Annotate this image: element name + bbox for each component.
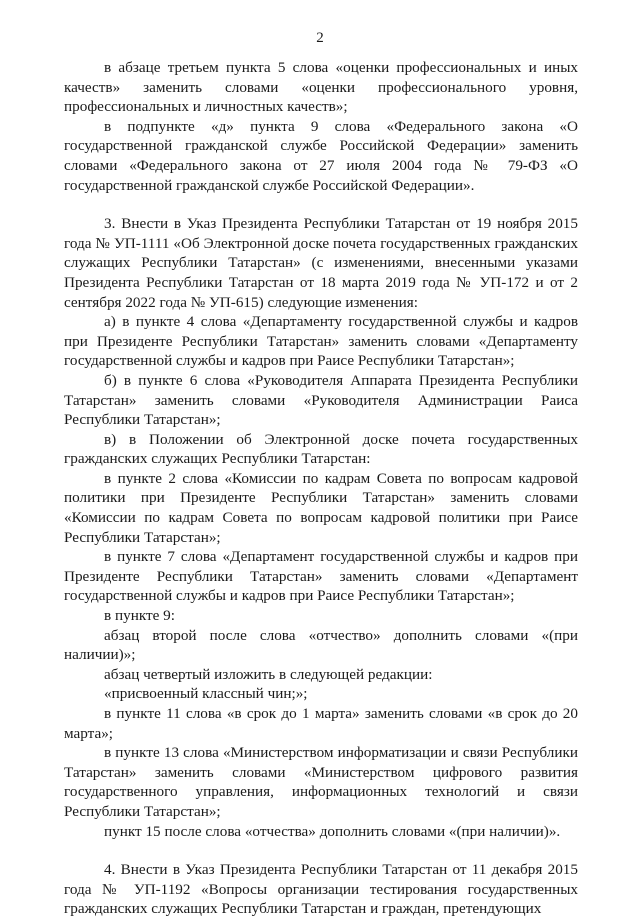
paragraph-1: в абзаце третьем пункта 5 слова «оценки профессиональных и иных качеств» заменить словами «оценки профессионального уровня, профессиональных и личностных качеств»; (64, 59, 578, 116)
paragraph-12: «присвоенный классный чин;»; (104, 685, 308, 703)
paragraph-3: 3. Внести в Указ Президента Республики Татарстан от 19 ноября 2015 года № УП-1111 «Об Электронной доске почета государственных гражданских служащих Республики Татарстан» (с изменениями, внесенными указами Президента Республики Татарстан от 18 марта 2019 года № УП-172 и от 2 сентября 2022 года № УП-615) следующие изменения: (64, 215, 578, 311)
paragraph-16: 4. Внести в Указ Президента Республики Татарстан от 11 декабря 2015 года № УП-1192 «Вопросы организации тестирования государственных гражданских служащих Республики Татарстан и граждан, претендующих (64, 861, 578, 918)
paragraph-8: в пункте 7 слова «Департамент государственной службы и кадров при Президенте Республики Татарстан» заменить словами «Департамент государственной службы и кадров при Раисе Республики Татарстан»; (64, 548, 578, 605)
paragraph-gap (64, 841, 578, 860)
paragraph-14: в пункте 13 слова «Министерством информатизации и связи Республики Татарстан» заменить словами «Министерством цифрового развития государственного управления, информационных технологий и связи Республики Татарстан»; (64, 744, 578, 820)
paragraph-11: абзац четвертый изложить в следующей редакции: (104, 665, 433, 683)
paragraph-5: б) в пункте 6 слова «Руководителя Аппарата Президента Республики Татарстан» заменить словами «Руководителя Администрации Раиса Республики Татарстан»; (64, 371, 578, 429)
page-number: 2 (316, 30, 324, 46)
document-body (64, 58, 578, 919)
paragraph-6: в) в Положении об Электронной доске почета государственных гражданских служащих Республики Татарстан: (64, 430, 578, 468)
paragraph-7: в пункте 2 слова «Комиссии по кадрам Совета по вопросам кадровой политики при Президенте Республики Татарстан» заменить словами «Комиссии по кадрам Совета по вопросам кадровой политики при Раисе Республики Татарстан»; (64, 469, 578, 546)
paragraph-13: в пункте 11 слова «в срок до 1 марта» заменить словами «в срок до 20 марта»; (64, 705, 578, 742)
paragraph-10: абзац второй после слова «отчество» дополнить словами «(при наличии)»; (64, 626, 578, 664)
paragraph-4: а) в пункте 4 слова «Департаменту государственной службы и кадров при Президенте Республики Татарстан» заменить словами «Департаменту государственной службы и кадров при Раисе Республики Татарстан»; (64, 313, 578, 370)
paragraph-15: пункт 15 после слова «отчества» дополнить словами «(при наличии)». (104, 822, 561, 840)
paragraph-gap (64, 195, 578, 214)
paragraph-9: в пункте 9: (104, 607, 175, 625)
paragraph-2: в подпункте «д» пункта 9 слова «Федерального закона «О государственной гражданской службе Российской Федерации» заменить словами «Федерального закона от 27 июля 2004 года № 79-ФЗ «О государственной гражданской службе Российской Федерации». (64, 117, 578, 194)
